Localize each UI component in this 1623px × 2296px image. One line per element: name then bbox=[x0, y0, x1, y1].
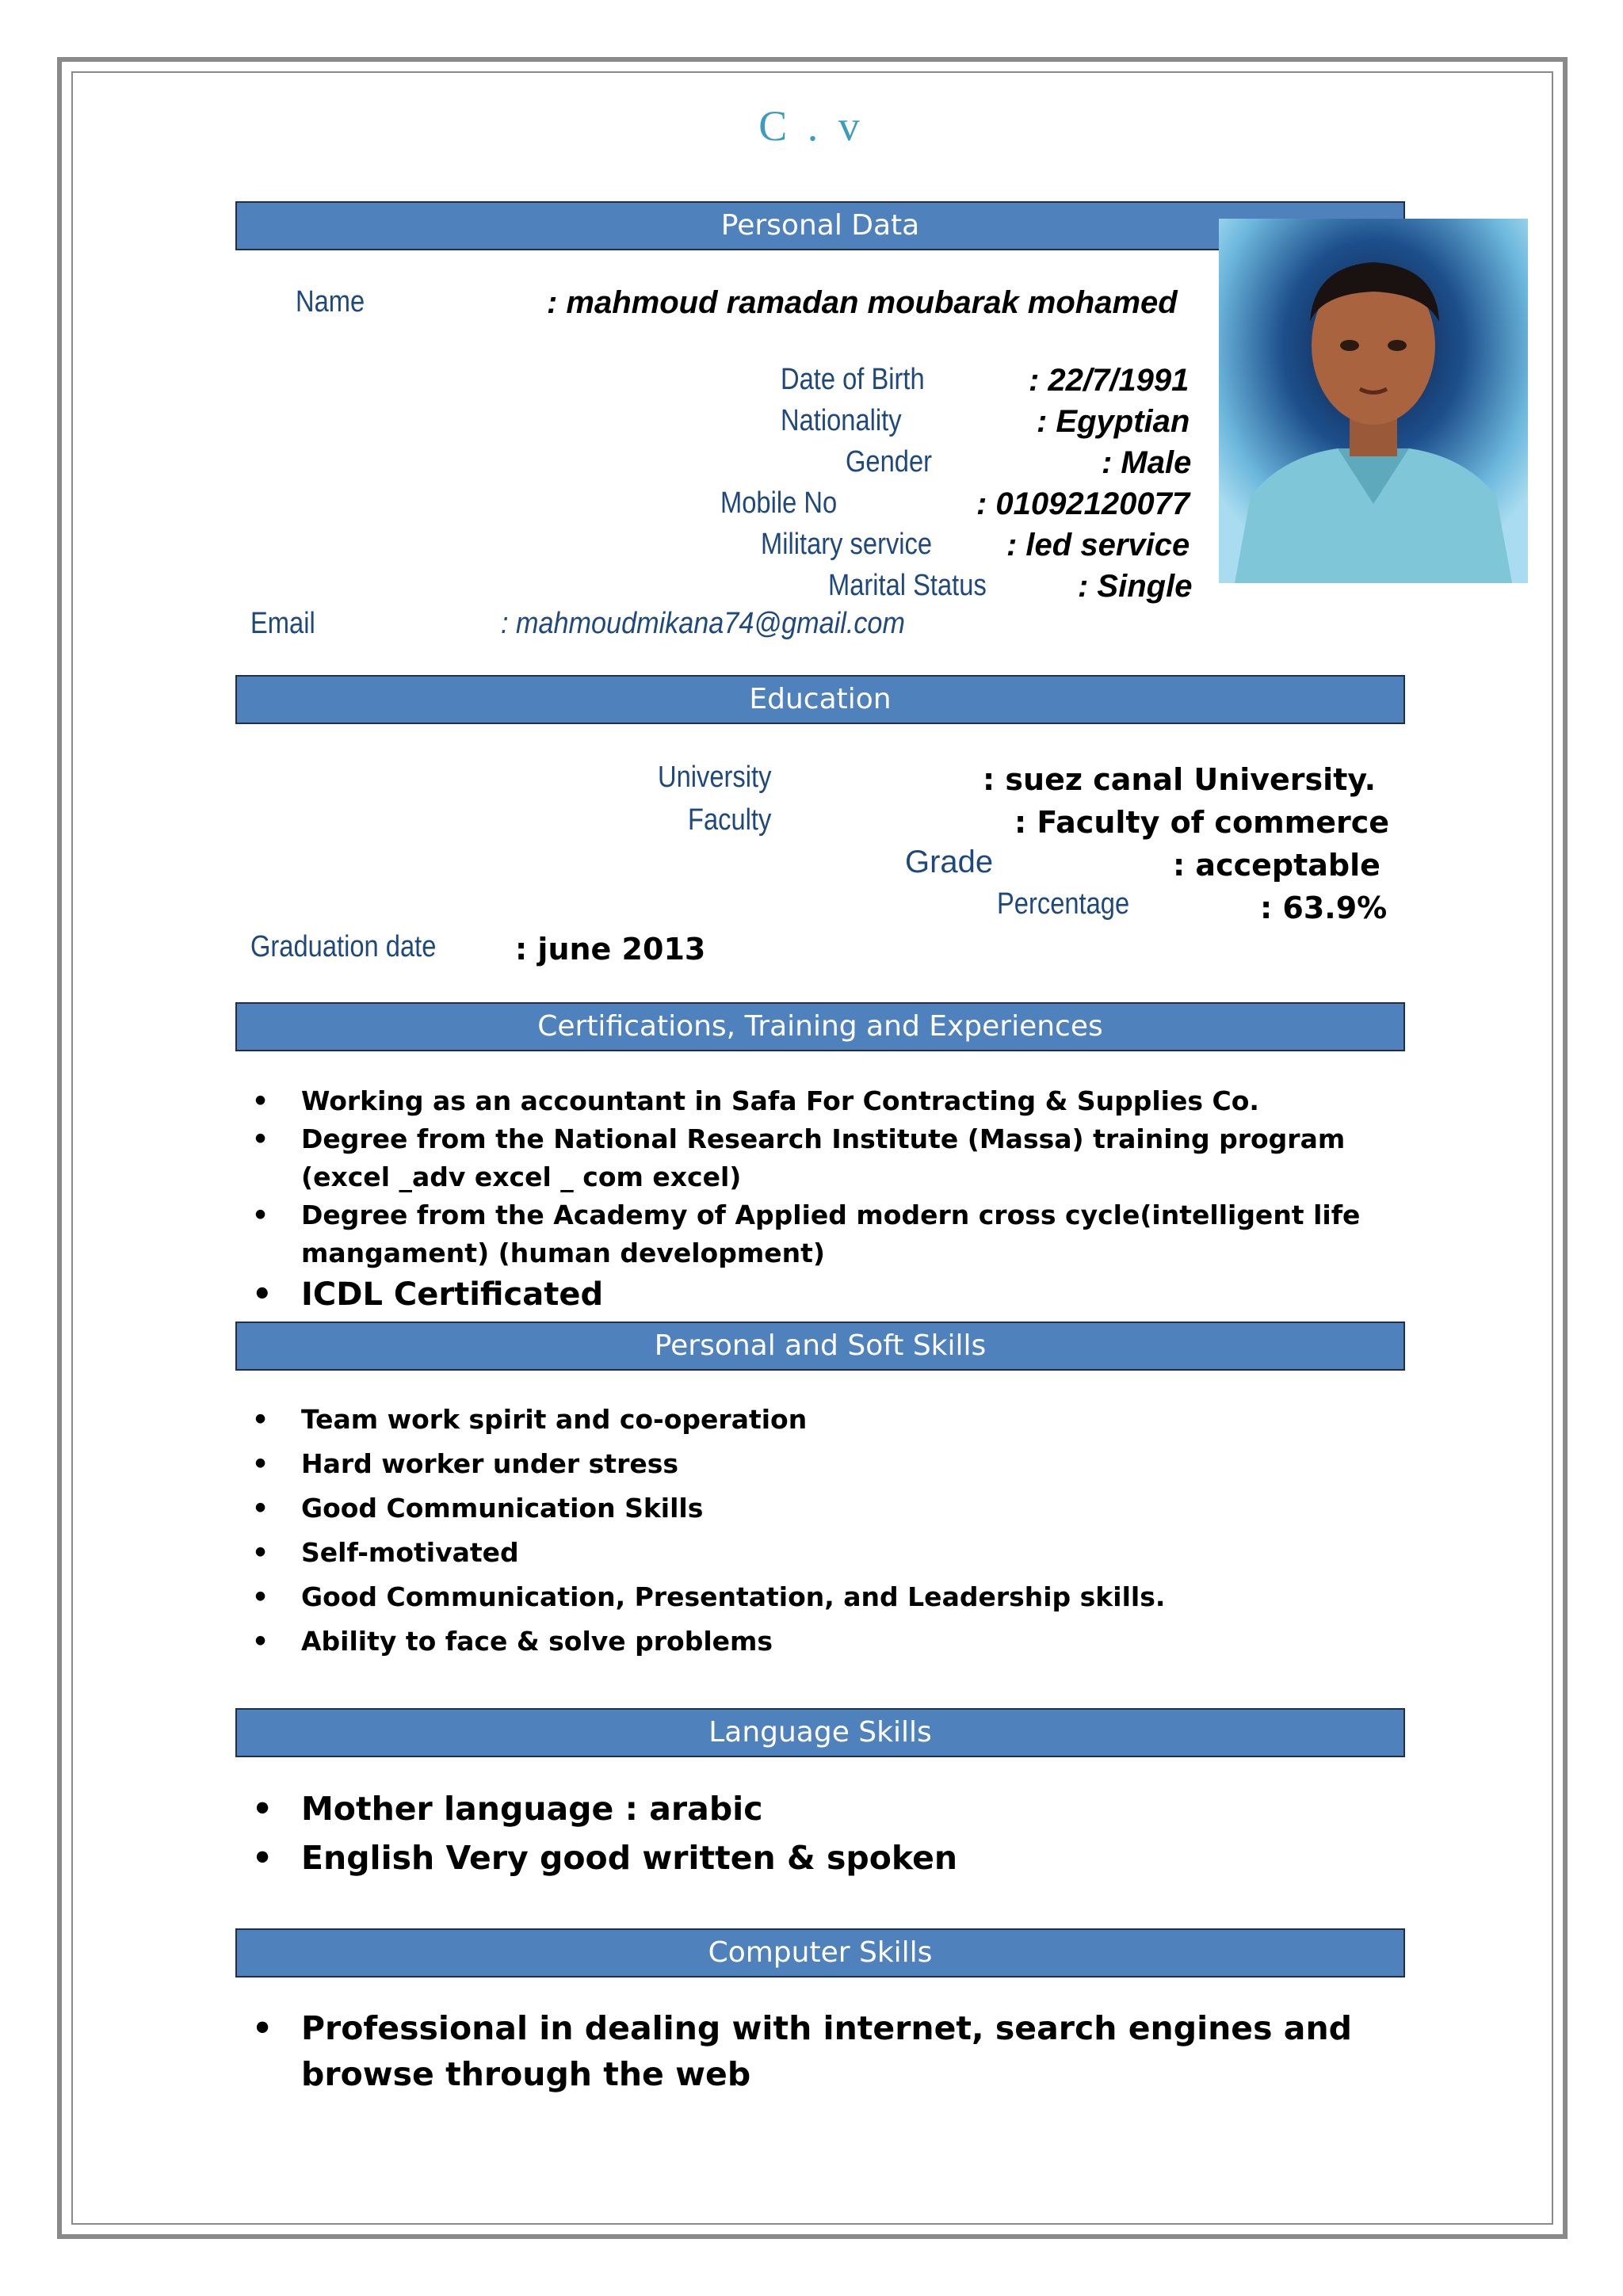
section-header-education: Education bbox=[235, 675, 1405, 724]
percentage-label: Percentage bbox=[997, 887, 1130, 921]
gender-value: : Male bbox=[1102, 445, 1192, 480]
list-item: • Professional in dealing with internet, search engines and browse through the web bbox=[238, 2005, 1363, 2097]
soft-skills-list bbox=[238, 1398, 1426, 1664]
name-label: Name bbox=[296, 285, 365, 318]
graduation-value: : june 2013 bbox=[515, 932, 706, 967]
name-value: : mahmoud ramadan moubarak mohamed bbox=[547, 285, 1178, 320]
faculty-label: Faculty bbox=[688, 803, 772, 837]
list-item: • Team work spirit and co-operation bbox=[238, 1398, 1426, 1442]
dob-value: : 22/7/1991 bbox=[1029, 363, 1190, 398]
mobile-value: : 01092120077 bbox=[976, 486, 1190, 521]
list-item: • Ability to face & solve problems bbox=[238, 1619, 1426, 1664]
email-value[interactable]: : mahmoudmikana74@gmail.com bbox=[501, 607, 905, 640]
marital-label: Marital Status bbox=[828, 569, 987, 602]
computer-skills-list bbox=[238, 2005, 1363, 2097]
gender-label: Gender bbox=[846, 445, 933, 479]
list-item: • English Very good written & spoken bbox=[238, 1833, 1426, 1882]
language-skills-list bbox=[238, 1784, 1426, 1882]
list-item: • Degree from the National Research Institute (Massa) training program (excel _adv excel _ com excel) bbox=[238, 1120, 1426, 1196]
graduation-label: Graduation date bbox=[250, 930, 437, 963]
university-value: : suez canal University. bbox=[983, 762, 1377, 797]
marital-value: : Single bbox=[1078, 569, 1193, 604]
mobile-label: Mobile No bbox=[720, 486, 838, 520]
section-header-computer-skills: Computer Skills bbox=[235, 1928, 1405, 1978]
email-label: Email bbox=[250, 607, 315, 640]
list-item: • Degree from the Academy of Applied modern cross cycle(intelligent life mangament) (human development) bbox=[238, 1196, 1426, 1272]
list-item: • Working as an accountant in Safa For Contracting & Supplies Co. bbox=[238, 1082, 1426, 1120]
section-header-soft-skills: Personal and Soft Skills bbox=[235, 1322, 1405, 1371]
grade-value: : acceptable bbox=[1173, 848, 1381, 883]
military-value: : led service bbox=[1006, 528, 1190, 563]
section-header-personal: Personal Data bbox=[235, 201, 1405, 250]
profile-photo bbox=[1219, 219, 1528, 583]
list-item: • Hard worker under stress bbox=[238, 1442, 1426, 1486]
list-item: • Good Communication Skills bbox=[238, 1486, 1426, 1531]
percentage-value: : 63.9% bbox=[1260, 891, 1388, 925]
certifications-list bbox=[238, 1082, 1426, 1317]
military-label: Military service bbox=[761, 528, 933, 561]
list-item: • Mother language : arabic bbox=[238, 1784, 1426, 1833]
dob-label: Date of Birth bbox=[781, 363, 925, 396]
faculty-value: : Faculty of commerce bbox=[1014, 805, 1390, 840]
page-title: C . v bbox=[758, 102, 865, 150]
list-item: • ICDL Certificated bbox=[238, 1272, 1426, 1317]
list-item: • Self-motivated bbox=[238, 1531, 1426, 1575]
list-item: • Good Communication, Presentation, and Leadership skills. bbox=[238, 1575, 1426, 1619]
university-label: University bbox=[658, 761, 772, 794]
section-header-language-skills: Language Skills bbox=[235, 1708, 1405, 1757]
section-header-certifications: Certifications, Training and Experiences bbox=[235, 1002, 1405, 1051]
nationality-value: : Egyptian bbox=[1037, 404, 1190, 439]
grade-label: Grade bbox=[905, 845, 994, 879]
nationality-label: Nationality bbox=[781, 404, 902, 437]
